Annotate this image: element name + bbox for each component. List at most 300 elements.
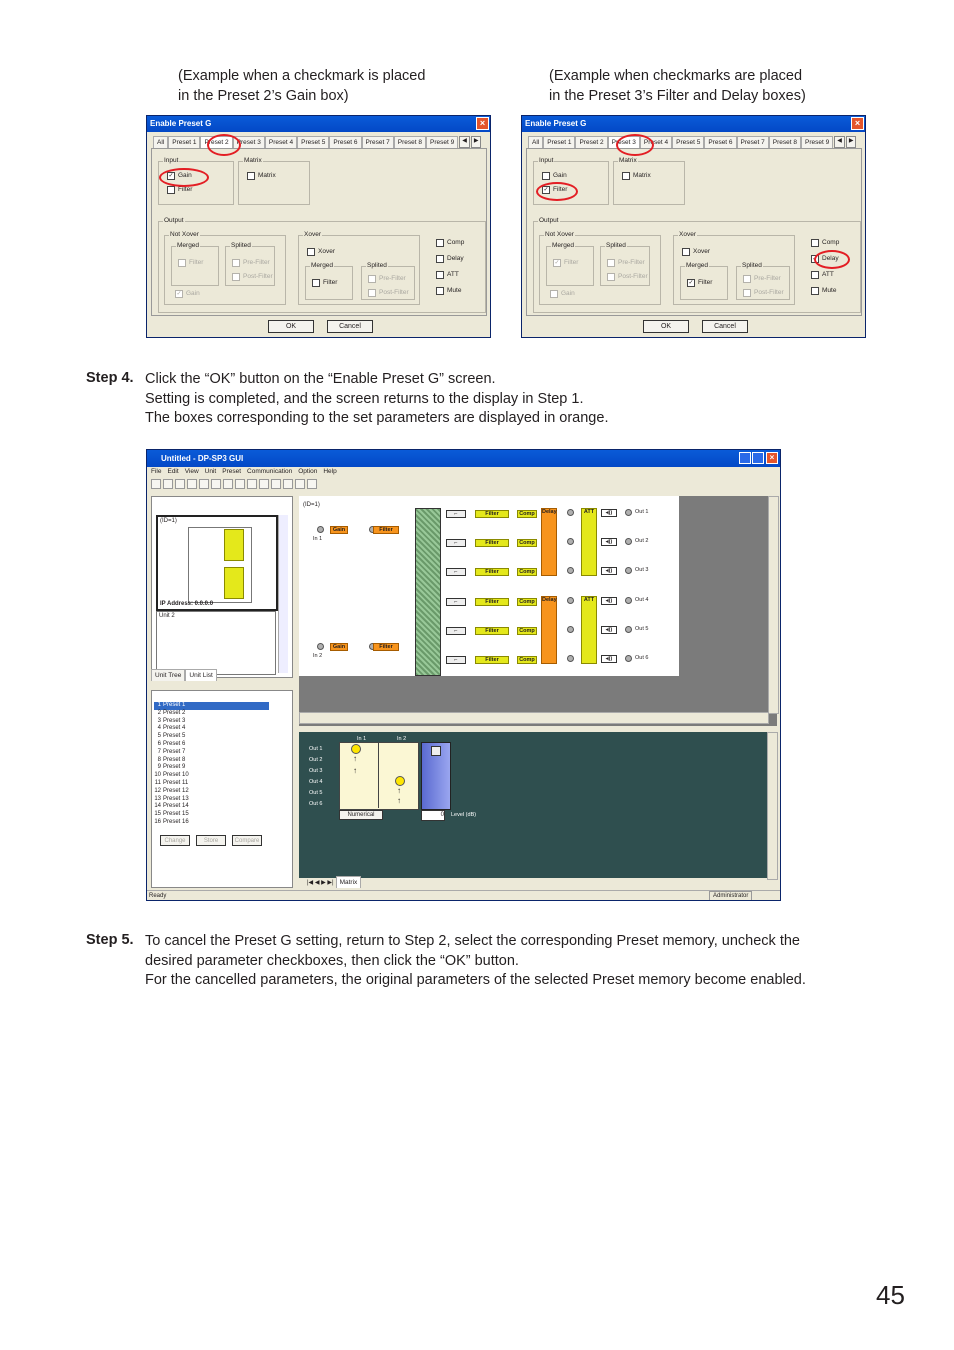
diagram-unit-id: (ID=1) [303,502,320,508]
diagram-vertical-scrollbar[interactable] [768,496,779,714]
group-label: Splited [231,242,251,249]
not-xover-group [539,231,661,305]
tab-preset-6[interactable]: Preset 6 [704,136,736,148]
enable-preset-g-dialog-right [521,115,866,338]
preset-list-item[interactable] [154,780,269,788]
mute-checkbox-label: Mute [822,287,837,294]
pre-filter-checkbox-box [607,259,615,267]
xover-filter-checkbox[interactable] [312,279,337,287]
caption-left: (Example when a checkmark is placed in the Preset 2’s Gain box) [178,68,426,104]
tab-preset-1[interactable]: Preset 1 [168,136,200,148]
maximize-button[interactable] [752,452,764,464]
tab-matrix[interactable]: Matrix [336,876,362,888]
speaker-icon[interactable]: ◂)) [601,567,617,575]
group-label: Input [164,157,179,164]
user-role: Administrator [709,891,752,901]
comp-block[interactable]: Comp [517,656,537,664]
highlight-ring [207,134,241,156]
att-checkbox-label: ATT [822,271,834,278]
cut-icon[interactable] [211,479,221,489]
menu-communication[interactable]: Communication [247,468,293,475]
delay-checkbox-box[interactable]: ✓ [812,256,818,262]
level-label: Level (dB) [451,812,477,818]
xover-block[interactable]: ⌐ [446,598,466,606]
xover-group [298,231,420,305]
matrix-vertical-scrollbar[interactable] [767,732,778,880]
post-filter-checkbox-label: Post-Filter [618,273,648,280]
tab-preset-1[interactable]: Preset 1 [543,136,575,148]
output-jack-icon[interactable] [625,626,632,633]
tab-preset-7[interactable]: Preset 7 [737,136,769,148]
redo-icon[interactable] [271,479,281,489]
output-label: Out 4 [635,597,649,603]
att-checkbox-box[interactable] [436,271,444,279]
delay-block[interactable]: Delay [541,596,557,664]
dialog-tab-page [526,148,862,316]
dialog-title-bar [522,116,865,132]
b-icon[interactable] [295,479,305,489]
tab-preset-8[interactable]: Preset 8 [394,136,426,148]
arrow-up-icon: ↑ [353,766,357,775]
xover-pre-filter-checkbox-label: Pre-Filter [754,275,781,282]
highlight-ring [536,182,578,201]
speaker-icon[interactable]: ◂)) [601,655,617,663]
preset-list-item[interactable] [154,811,269,819]
output-gain-checkbox-label: Gain [561,290,575,297]
preset-number: 11 [154,779,161,786]
output-label: Out 2 [635,538,649,544]
preset-list-item[interactable] [154,733,269,741]
print-icon[interactable] [187,479,197,489]
preset-number: 3 [157,717,161,724]
dialog-title-bar [147,116,490,132]
tab-preset-4[interactable]: Preset 4 [265,136,297,148]
tab-preset-2[interactable]: Preset 2 [200,136,232,148]
preset-list-item[interactable] [154,764,269,772]
xover-block[interactable]: ⌐ [446,656,466,664]
mute-checkbox[interactable] [436,287,461,295]
crosspoint-on-icon[interactable] [351,744,361,754]
preset-list-item[interactable] [154,788,269,796]
preset-list-item[interactable] [154,741,269,749]
preset-number: 14 [154,803,161,810]
menu-preset[interactable]: Preset [222,468,242,475]
preset-number: 1 [157,702,161,708]
speaker-icon[interactable]: ◂)) [601,538,617,546]
preview-icon[interactable] [199,479,209,489]
output-gain-checkbox-label: Gain [186,290,200,297]
tab-preset-2[interactable]: Preset 2 [575,136,607,148]
gain-checkbox[interactable] [542,172,567,180]
store-button[interactable]: Store [196,835,226,846]
tab-preset-6[interactable]: Preset 6 [329,136,361,148]
preset-list-item[interactable] [154,718,269,726]
group-label: Output [539,217,559,224]
preset-list-item[interactable] [154,772,269,780]
diagram-area [299,496,777,726]
tab-preset-4[interactable]: Preset 4 [640,136,672,148]
gain-checkbox-label: Gain [178,172,192,179]
menu-view[interactable]: View [184,468,199,475]
xover-post-filter-checkbox-label: Post-Filter [754,289,784,296]
output-jack-icon[interactable] [625,597,632,604]
preset-number: 4 [157,725,161,732]
merged-group [171,242,219,286]
xover-post-filter-checkbox-label: Post-Filter [379,289,409,296]
matrix-block[interactable] [415,508,441,676]
preset-number: 7 [157,748,161,755]
status-bar [147,890,780,901]
page-number: 45 [876,1280,905,1310]
arrow-up-icon: ↑ [353,754,357,763]
save-icon[interactable] [175,479,185,489]
preset-name: Preset 14 [163,803,189,810]
undo-icon[interactable] [259,479,269,489]
mute-checkbox-label: Mute [447,287,462,294]
pre-filter-checkbox-box [232,259,240,267]
matrix-checkbox-box[interactable] [622,172,630,180]
preset-list [154,702,269,827]
menu-help[interactable]: Help [323,468,337,475]
tab-scroll-right-icon[interactable]: ▶ [846,136,857,148]
matrix-col-label: In 1 [357,736,367,742]
level-input[interactable]: 0 [421,810,445,821]
group-label: Matrix [619,157,637,164]
merged-filter-checkbox [553,259,578,267]
splited-group [225,242,275,286]
open-icon[interactable] [163,479,173,489]
tab-preset-7[interactable]: Preset 7 [362,136,394,148]
preset-number: 10 [154,772,161,779]
menu-file[interactable]: File [151,468,162,475]
arrow-up-icon: ↑ [397,796,401,805]
xover-pre-filter-checkbox-box [368,275,376,283]
matrix-row-label: Out 5 [309,790,323,796]
comp-checkbox[interactable] [436,239,464,247]
xover-group [673,231,795,305]
delay-checkbox-label: Delay [447,255,464,262]
compare-button[interactable]: Compare [232,835,262,846]
delete-icon[interactable] [247,479,257,489]
pre-filter-checkbox [232,259,270,267]
comp-checkbox-label: Comp [447,239,465,246]
input-label: In 2 [313,653,323,659]
minimize-button[interactable] [739,452,751,464]
xover-filter-checkbox-box[interactable]: ✓ [688,280,694,286]
filter-block[interactable]: Filter [373,643,399,651]
tab-preset-8[interactable]: Preset 8 [769,136,801,148]
delay-checkbox-box[interactable] [436,255,444,263]
att-checkbox[interactable] [811,271,834,279]
xover-block[interactable]: ⌐ [446,510,466,518]
node-icon [567,538,574,545]
gain-block[interactable]: Gain [330,643,348,651]
group-label: Merged [311,262,334,269]
group-label: Splited [742,262,762,269]
xover-filter-checkbox[interactable] [687,279,712,287]
unit-tabs [151,669,217,681]
ip-address: IP Address: 0.0.0.0 [160,601,214,607]
xover-post-filter-checkbox-box [743,289,751,297]
xover-post-filter-checkbox [368,289,409,297]
speaker-icon[interactable]: ◂)) [601,626,617,634]
tab-preset-5[interactable]: Preset 5 [297,136,329,148]
preset-list-item[interactable] [154,749,269,757]
preset-name: Preset 7 [163,748,186,755]
ok-button[interactable]: OK [643,320,689,333]
preset-name: Preset 6 [163,740,186,747]
caption-right: (Example when checkmarks are placed in the Preset 3’s Filter and Delay boxes) [549,68,806,104]
numerical-button[interactable]: Numerical [339,810,383,820]
merged-filter-checkbox-box: ✓ [554,260,560,266]
merged-filter-checkbox-box [178,259,186,267]
horizontal-scrollbar[interactable] [299,712,769,724]
paste-icon[interactable] [235,479,245,489]
node-icon [567,626,574,633]
preset-number: 8 [157,756,161,763]
tab-scroll-left-icon[interactable]: ◀ [834,136,845,148]
preset-list-item[interactable] [154,757,269,765]
att-block[interactable]: ATT [581,596,597,664]
crosspoint-on-icon[interactable] [395,776,405,786]
mute-checkbox-box[interactable] [811,287,819,295]
merged-group [546,242,594,286]
gain-checkbox-box[interactable]: ✓ [168,173,174,179]
matrix-checkbox-box[interactable] [247,172,255,180]
xover-block[interactable]: ⌐ [446,627,466,635]
output-label: Out 5 [635,626,649,632]
output-jack-icon[interactable] [625,509,632,516]
mute-checkbox[interactable] [811,287,836,295]
change-button[interactable]: Change [160,835,190,846]
tab-scroll-right-icon[interactable]: ▶ [471,136,482,148]
menu-option[interactable]: Option [298,468,318,475]
matrix-checkbox[interactable] [247,172,276,180]
merged-filter-checkbox-label: Filter [189,259,204,266]
step4-text: Click the “OK” button on the “Enable Preset G” screen. Setting is completed, and the screen returns to the display in Step 1. The boxes corresponding to the set parameters are displayed in orange. [145,371,609,426]
preset-name: Preset 5 [163,733,186,740]
att-checkbox-box[interactable] [811,271,819,279]
xover-pre-filter-checkbox [368,275,406,283]
cancel-button[interactable]: Cancel [327,320,373,333]
output-jack-icon[interactable] [625,538,632,545]
ok-button[interactable]: OK [268,320,314,333]
step5-text: To cancel the Preset G setting, return to Step 2, select the corresponding Preset memory, uncheck the desired parameter checkboxes, then click the “OK” button. For the cancelled parameters, the original parameters of the selected Preset memory become enabled. [145,933,806,988]
delay-checkbox[interactable] [436,255,464,263]
group-label: Not Xover [170,231,199,238]
group-label: Splited [606,242,626,249]
c-icon[interactable] [307,479,317,489]
group-label: Not Xover [545,231,574,238]
copy-icon[interactable] [223,479,233,489]
output-jack-icon[interactable] [625,655,632,662]
tab-preset-3[interactable]: Preset 3 [233,136,265,148]
output-filter-block[interactable]: Filter [475,656,509,664]
tab-all[interactable]: All [528,136,543,148]
arrow-up-icon: ↑ [397,786,401,795]
post-filter-checkbox-label: Post-Filter [243,273,273,280]
mute-checkbox-box[interactable] [436,287,444,295]
xover-checkbox-box[interactable] [682,248,690,256]
xover-filter-checkbox-label: Filter [698,279,713,286]
highlight-ring [159,168,209,187]
output-filter-block[interactable]: Filter [475,568,509,576]
xover-pre-filter-checkbox-box [743,275,751,283]
filter-checkbox-box[interactable] [167,186,175,194]
preset-name: Preset 15 [163,811,189,818]
comp-block[interactable]: Comp [517,539,537,547]
gain-checkbox-label: Gain [553,172,567,179]
app-title: Untitled - DP-SP3 GUI [161,454,244,463]
xover-checkbox[interactable] [307,248,335,256]
speaker-icon[interactable]: ◂)) [601,509,617,517]
matrix-checkbox[interactable] [622,172,651,180]
matrix-row-label: Out 4 [309,779,323,785]
preset-list-item[interactable] [154,819,269,827]
post-filter-checkbox-box [607,273,615,281]
gain-checkbox-box[interactable] [542,172,550,180]
input-jack-icon[interactable] [317,526,324,533]
preset-name: Preset 4 [163,725,186,732]
vertical-scrollbar[interactable] [278,515,288,673]
close-icon[interactable]: × [851,117,864,130]
app-title-bar [147,450,780,467]
output-gain-checkbox-box [550,290,558,298]
comp-checkbox-box[interactable] [436,239,444,247]
post-filter-checkbox-box [232,273,240,281]
preset-list-item[interactable] [154,710,269,718]
merged-filter-checkbox-label: Filter [564,259,579,266]
pre-filter-checkbox [607,259,645,267]
group-label: Merged [177,242,200,249]
close-icon[interactable]: × [476,117,489,130]
output-jack-icon[interactable] [625,567,632,574]
preset-list-item[interactable] [154,725,269,733]
preset-number: 9 [157,764,161,771]
unit-1-card[interactable]: (ID=1) IP Address: 0.0.0.0 [156,515,278,611]
preset-name: Preset 16 [163,818,189,825]
xover-filter-checkbox-box[interactable] [312,279,320,287]
output-label: Out 3 [635,567,649,573]
xover-block[interactable]: ⌐ [446,568,466,576]
preset-list-item[interactable] [154,803,269,811]
input-jack-icon[interactable] [317,643,324,650]
group-label: Merged [552,242,575,249]
matrix-divider [378,742,379,808]
filter-block[interactable]: Filter [373,526,399,534]
tab-scroll-left-icon[interactable]: ◀ [459,136,470,148]
tab-preset-5[interactable]: Preset 5 [672,136,704,148]
output-filter-block[interactable]: Filter [475,539,509,547]
comp-block[interactable]: Comp [517,568,537,576]
xover-post-filter-checkbox-box [368,289,376,297]
tab-unit-list[interactable]: Unit List [185,669,216,681]
delay-block[interactable]: Delay [541,508,557,576]
filter-checkbox-box[interactable]: ✓ [543,187,549,193]
gain-block[interactable]: Gain [330,526,348,534]
preset-list-panel [151,690,293,888]
preset-name: Preset 8 [163,756,186,763]
dialog-title: Enable Preset G [150,119,212,128]
cancel-button[interactable]: Cancel [702,320,748,333]
att-block[interactable]: ATT [581,508,597,576]
group-label: Merged [686,262,709,269]
splited-group [600,242,650,286]
preset-list-item[interactable] [154,702,269,710]
preset-number: 5 [157,733,161,740]
group-label: Input [539,157,554,164]
signal-flow-diagram [299,496,679,676]
delay-checkbox-label: Delay [822,255,839,262]
xover-post-filter-checkbox [743,289,784,297]
comp-block[interactable]: Comp [517,598,537,606]
group-label: Xover [679,231,696,238]
dialog-title: Enable Preset G [525,119,587,128]
xover-block[interactable]: ⌐ [446,539,466,547]
menu-unit[interactable]: Unit [204,468,217,475]
preset-number: 2 [157,709,161,716]
post-filter-checkbox [607,273,648,281]
output-gain-checkbox-box: ✓ [176,291,182,297]
new-icon[interactable] [151,479,161,489]
speaker-icon[interactable]: ◂)) [601,597,617,605]
menu-bar [147,467,337,477]
comp-checkbox-box[interactable] [811,239,819,247]
output-filter-block[interactable]: Filter [475,627,509,635]
sheet-tabs: |◀ ◀ ▶ ▶| Matrix [307,876,361,888]
att-checkbox-label: ATT [447,271,459,278]
matrix-grid[interactable] [339,742,419,810]
filter-checkbox[interactable] [167,186,192,194]
group-label: Xover [304,231,321,238]
comp-block[interactable]: Comp [517,510,537,518]
matrix-row-label: Out 6 [309,801,323,807]
matrix-row-label: Out 1 [309,746,323,752]
att-checkbox[interactable] [436,271,459,279]
preset-number: 6 [157,740,161,747]
tab-preset-9[interactable]: Preset 9 [426,136,458,148]
matrix-checkbox-label: Matrix [633,172,651,179]
menu-edit[interactable]: Edit [167,468,179,475]
comp-checkbox-label: Comp [822,239,840,246]
xover-checkbox-box[interactable] [307,248,315,256]
pre-filter-checkbox-label: Pre-Filter [243,259,270,266]
a-icon[interactable] [283,479,293,489]
comp-block[interactable]: Comp [517,627,537,635]
tab-unit-tree[interactable]: Unit Tree [151,669,185,681]
matrix-col-label: In 2 [397,736,407,742]
matrix-group [613,157,685,205]
unit-2-card[interactable]: Unit 2 [156,611,276,675]
fader-knob-icon[interactable] [431,746,441,756]
preset-list-item[interactable] [154,796,269,804]
output-filter-block[interactable]: Filter [475,598,509,606]
output-gain-checkbox [175,290,200,298]
comp-checkbox[interactable] [811,239,839,247]
xover-checkbox[interactable] [682,248,710,256]
close-button[interactable]: × [766,452,778,464]
tab-preset-9[interactable]: Preset 9 [801,136,833,148]
tab-preset-3[interactable]: Preset 3 [608,136,640,148]
filter-checkbox-label: Filter [178,186,193,193]
node-icon [567,597,574,604]
highlight-ring [814,250,850,269]
preset-name: Preset 3 [163,717,186,724]
output-label: Out 1 [635,509,649,515]
xover-pre-filter-checkbox [743,275,781,283]
tab-all[interactable]: All [153,136,168,148]
output-filter-block[interactable]: Filter [475,510,509,518]
